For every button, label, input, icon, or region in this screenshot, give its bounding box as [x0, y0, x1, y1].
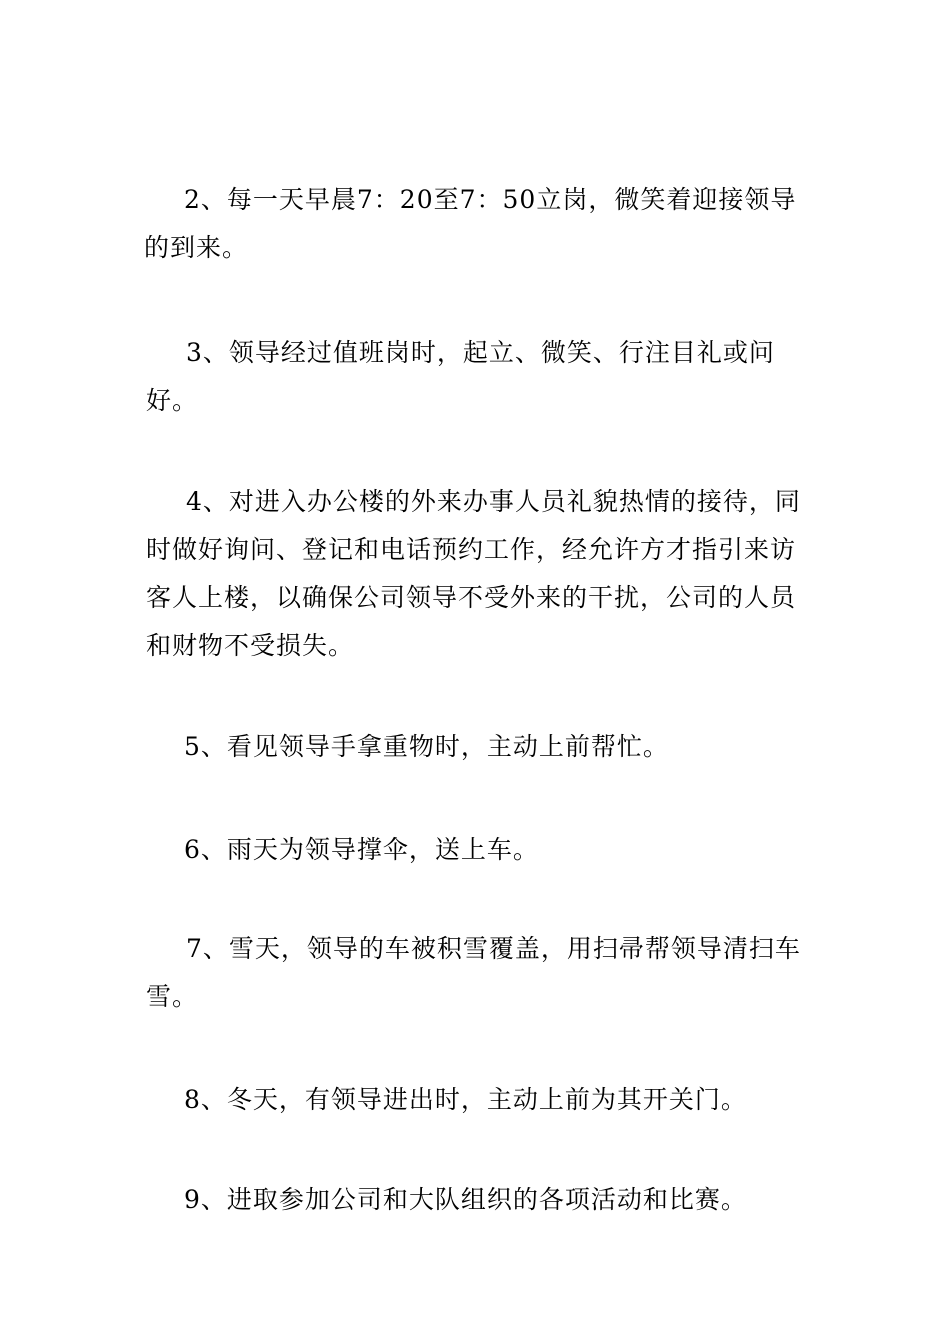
paragraph-item-3: 3、领导经过值班岗时，起立、微笑、行注目礼或问好。: [146, 338, 775, 415]
paragraph-item-6: 6、雨天为领导撑伞，送上车。: [184, 835, 539, 864]
paragraph-item-7: 7、雪天，领导的车被积雪覆盖，用扫帚帮领导清扫车雪。: [146, 934, 801, 1011]
paragraph-item-8: 8、冬天，有领导进出时，主动上前为其开关门。: [184, 1085, 747, 1114]
paragraph-item-5: 5、看见领导手拿重物时，主动上前帮忙。: [184, 732, 669, 761]
paragraph-item-2: 2、每一天早晨7：20至7：50立岗，微笑着迎接领导的到来。: [144, 185, 797, 262]
paragraph-item-4: 4、对进入办公楼的外来办事人员礼貌热情的接待，同时做好询问、登记和电话预约工作，经允许方才指引来访客人上楼，以确保公司领导不受外来的干扰，公司的人员和财物不受损失。: [146, 487, 801, 660]
paragraph-item-9: 9、进取参加公司和大队组织的各项活动和比赛。: [184, 1185, 747, 1214]
